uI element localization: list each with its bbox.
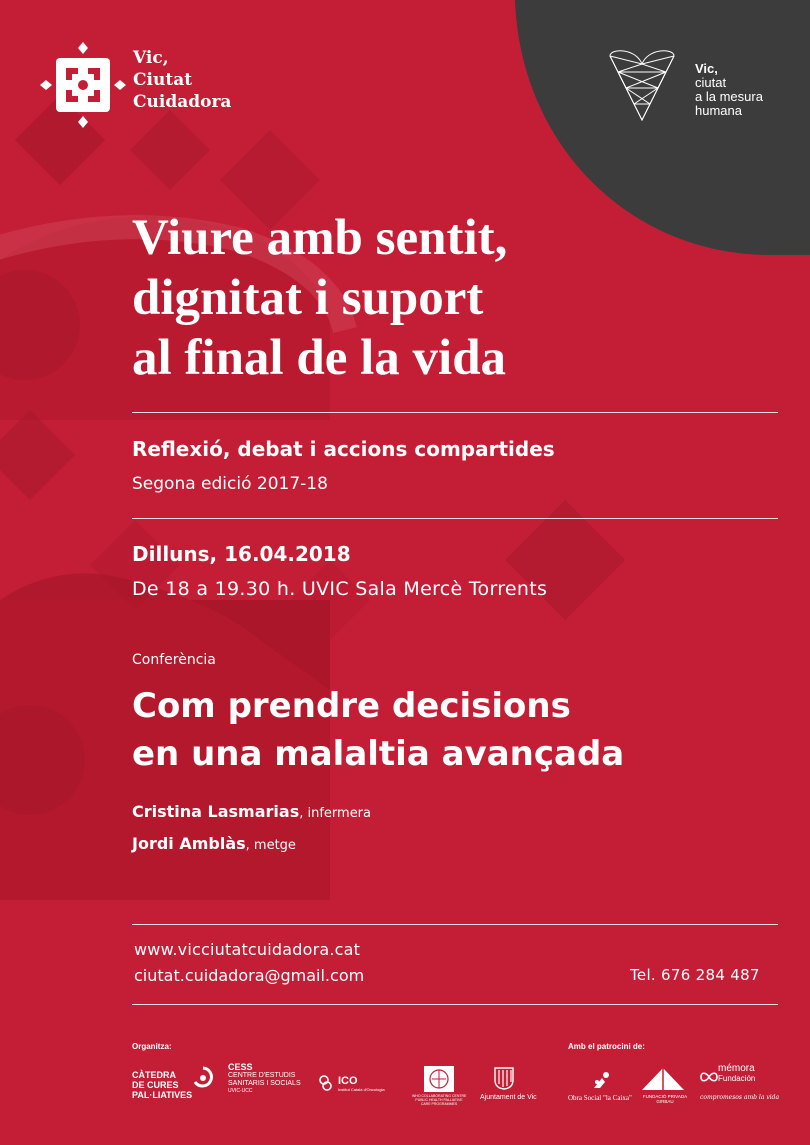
v-heart-logo-icon: [606, 50, 678, 122]
girbau-logo: [642, 1094, 688, 1104]
title-line: Viure amb sentit,: [132, 210, 508, 266]
sponsors-label: Amb el patrocini de:: [568, 1042, 645, 1051]
memora-logo: [718, 1064, 755, 1084]
ico-circles-icon: [318, 1074, 336, 1092]
event-date: Dilluns, 16.04.2018: [132, 542, 351, 566]
la-caixa-name: Obra Social "la Caixa": [568, 1094, 632, 1102]
memora-line: mémora: [718, 1063, 755, 1074]
brand-right-line: a la mesura: [695, 89, 763, 104]
divider: [132, 412, 778, 413]
brand-left-name: [133, 47, 231, 113]
cess-logo: [228, 1062, 301, 1094]
brand-right-line: Vic,: [695, 61, 718, 76]
conference-label: Conferència: [132, 652, 216, 668]
subtitle: Reflexió, debat i accions compartides: [132, 437, 555, 461]
la-caixa-logo: [568, 1094, 632, 1102]
cess-line: CESS: [228, 1062, 253, 1072]
memora-line: Fundación: [718, 1074, 756, 1083]
title-line: dignitat i suport: [132, 270, 484, 326]
organizers-label: Organitza:: [132, 1042, 172, 1051]
memora-line: compromesos amb la vida: [700, 1094, 780, 1101]
la-caixa-star-icon: [592, 1070, 614, 1090]
catedra-swirl-icon: [192, 1066, 214, 1090]
edition: Segona edició 2017-18: [132, 474, 328, 494]
who-line: PUBLIC HEALTH PALLIATIVE: [415, 1098, 463, 1102]
catedra-line: DE CURES: [132, 1080, 179, 1090]
brand-left-line: Vic,: [133, 48, 169, 68]
ico-line: ICO: [338, 1075, 358, 1087]
ico-logo: [338, 1076, 385, 1093]
conference-title-line: Com prendre decisions: [132, 686, 571, 726]
ico-line: Institut Català d'Oncologia: [338, 1087, 385, 1092]
ajuntament-shield-icon: [493, 1066, 515, 1090]
email-link[interactable]: ciutat.cuidadora@gmail.com: [134, 966, 365, 985]
memora-infinity-icon: [700, 1070, 718, 1084]
brand-right-line: humana: [695, 103, 742, 118]
page-title: [132, 208, 507, 388]
speaker-name: Cristina Lasmarias: [132, 802, 300, 821]
girbau-line: GIRBAU: [656, 1099, 674, 1104]
who-line: WHO COLLABORATING CENTRE: [412, 1094, 467, 1098]
speaker-role: , infermera: [299, 806, 371, 821]
conference-title: [132, 682, 624, 778]
memora-tagline: [700, 1094, 779, 1101]
speaker-name: Jordi Amblàs: [132, 834, 246, 853]
ajuntament-logo: [480, 1094, 537, 1101]
cess-line: CENTRE D'ESTUDIS: [228, 1072, 296, 1079]
divider: [132, 1004, 778, 1005]
catedra-line: PAL·LIATIVES: [132, 1090, 193, 1100]
event-time-place: De 18 a 19.30 h. UVIC Sala Mercè Torrents: [132, 578, 548, 600]
girbau-line: FUNDACIÓ PRIVADA: [642, 1094, 688, 1099]
who-line: CARE PROGRAMMES: [420, 1102, 458, 1106]
brand-left-line: Ciutat: [133, 70, 193, 90]
cross-flower-logo-icon: [38, 40, 128, 130]
speaker: [132, 834, 296, 853]
website-link[interactable]: www.vicciutatcuidadora.cat: [134, 940, 361, 959]
cess-line: SANITARIS I SOCIALS: [228, 1080, 301, 1087]
ajuntament-name: Ajuntament de Vic: [480, 1094, 537, 1101]
cess-line: UVIC-UCC: [228, 1088, 253, 1094]
brand-right-name: [695, 62, 763, 118]
catedra-line: CÀTEDRA: [132, 1070, 176, 1080]
divider: [132, 924, 778, 925]
brand-right-line: ciutat: [695, 75, 727, 90]
phone-number: Tel. 676 284 487: [630, 966, 760, 984]
divider: [132, 518, 778, 519]
girbau-sail-icon: [640, 1066, 686, 1092]
speaker-role: , metge: [245, 838, 296, 853]
who-logo: [412, 1094, 466, 1106]
speaker: [132, 802, 371, 821]
who-emblem-icon: [424, 1066, 454, 1092]
catedra-logo: [132, 1070, 192, 1100]
title-line: al final de la vida: [132, 330, 507, 386]
brand-left-line: Cuidadora: [133, 92, 232, 112]
conference-title-line: en una malaltia avançada: [132, 734, 625, 774]
dark-corner-shape: [515, 0, 810, 255]
